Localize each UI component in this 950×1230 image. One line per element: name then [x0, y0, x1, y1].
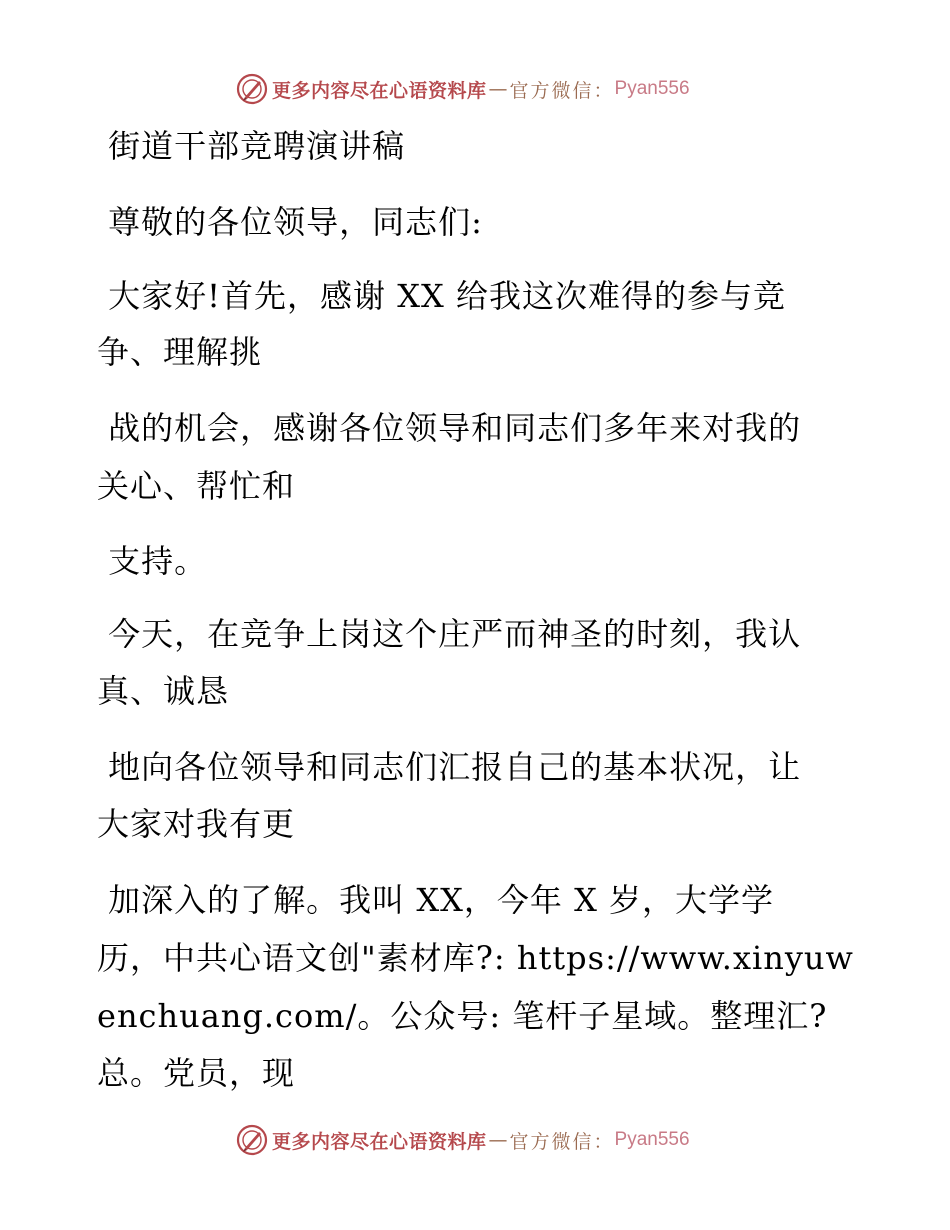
watermark-wechat-label: 官方微信： [509, 79, 615, 102]
body-line: 今天，在竞争上岗这个庄严而神圣的时刻，我认 [97, 615, 802, 653]
watermark-brand-text: 更多内容尽在心语资料库 [272, 1130, 487, 1153]
pen-logo-icon [236, 1124, 268, 1156]
body-line: 支持。 [97, 542, 208, 580]
body-line: 争、理解挑 [97, 333, 263, 371]
watermark-wechat-label: 官方微信： [509, 1130, 615, 1153]
body-line: 历，中共心语文创"素材库?: https://www.xinyuw [97, 939, 854, 977]
watermark-separator: — [488, 1129, 508, 1151]
body-line: 真、诚恳 [97, 672, 230, 710]
watermark-wechat-id: Pyan556 [614, 1129, 690, 1150]
watermark-brand-text: 更多内容尽在心语资料库 [272, 79, 487, 102]
body-line: 战的机会，感谢各位领导和同志们多年来对我的 [97, 409, 802, 447]
document-title: 街道干部竞聘演讲稿 [97, 127, 406, 165]
footer-watermark [236, 1123, 690, 1157]
watermark-wechat-id: Pyan556 [614, 78, 690, 99]
body-line: 大家对我有更 [97, 805, 296, 843]
header-watermark [236, 72, 690, 106]
body-line: enchuang.com/。公众号: 笔杆子星域。整理汇? [97, 997, 828, 1035]
body-line: 总。党员，现 [97, 1054, 296, 1092]
body-line: 大家好!首先，感谢 XX 给我这次难得的参与竞 [97, 277, 786, 315]
pen-logo-icon [236, 73, 268, 105]
body-line: 地向各位领导和同志们汇报自己的基本状况，让 [97, 748, 802, 786]
body-line: 尊敬的各位领导，同志们: [97, 203, 483, 241]
body-line: 加深入的了解。我叫 XX，今年 X 岁，大学学 [97, 881, 775, 919]
body-line: 关心、帮忙和 [97, 467, 296, 505]
watermark-separator: — [488, 78, 508, 100]
